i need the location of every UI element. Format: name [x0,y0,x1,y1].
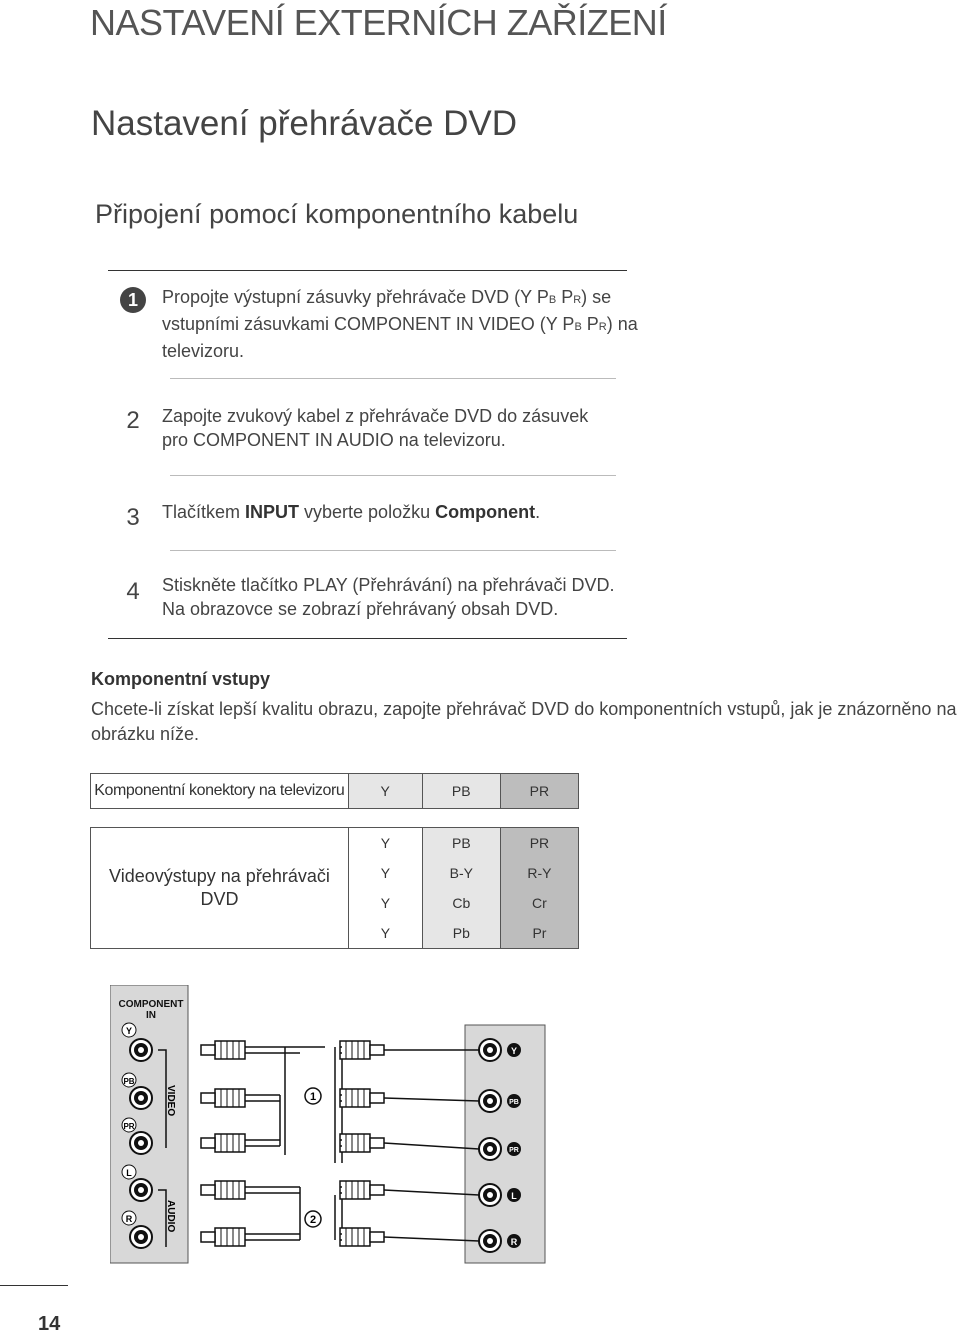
component-inputs-description: Chcete-li získat lepší kvalitu obrazu, zapojte přehrávač DVD do komponentních vstupů, jak je znázorněno na obrázku níže. [91,699,957,744]
table-cell: Cr [500,888,578,918]
jack-label: PB [123,1077,135,1086]
table-cell: PR [500,774,578,809]
table-cell: Cb [422,888,500,918]
panel-title: COMPONENT [118,999,184,1010]
page-header-title: NASTAVENÍ EXTERNÍCH ZAŘÍZENÍ [90,2,667,43]
cable-plug [201,1041,245,1059]
divider-bottom [108,638,627,639]
table-cell: Y [348,774,422,809]
panel-jack [130,1226,152,1248]
cable-plug [340,1228,384,1246]
dvd-jack-label: PB [509,1099,519,1106]
jack-label: PR [123,1122,135,1131]
dvd-outputs-table [90,827,579,949]
cable-wires [245,1047,342,1240]
panel-jack [130,1179,152,1201]
divider-step [170,550,616,551]
cable-plug [201,1134,245,1152]
step-number-3: 3 [126,504,140,531]
panel-jack [130,1087,152,1109]
dvd-panel [465,1025,545,1263]
step-marker-2: 2 [309,1214,317,1226]
dvd-jack-label: PR [509,1147,519,1154]
divider-step [170,378,616,379]
table-cell: Y [348,858,422,888]
step-number-4: 4 [126,578,140,605]
dvd-jack [479,1090,501,1112]
jack-label: R [125,1214,133,1224]
connection-diagram [110,985,550,1270]
jack-label: Y [125,1026,133,1036]
cable-plug [340,1181,384,1199]
table-cell: R-Y [500,858,578,888]
dvd-jack [479,1039,501,1061]
table-cell: PB [422,774,500,809]
subsection-title: Připojení pomocí komponentního kabelu [95,199,579,229]
section-title: Nastavení přehrávače DVD [91,104,518,143]
jack-label: L [126,1168,132,1178]
cable-plug [201,1089,245,1107]
tv-connectors-table [90,773,579,809]
page-number-rule [0,1285,68,1286]
divider-top [108,270,627,271]
dvd-jack [479,1184,501,1206]
cable-plug [201,1181,245,1199]
component-inputs-heading: Komponentní vstupy [91,669,270,689]
cable-plug [340,1041,384,1059]
dvd-jack-label: R [510,1237,518,1247]
table-cell: Y [348,918,422,949]
divider-step [170,475,616,476]
table-cell: Pr [500,918,578,949]
table-cell: PB [422,828,500,859]
panel-jack [130,1132,152,1154]
table-cell: Y [348,888,422,918]
step-number-1: 1 [120,287,146,313]
table-cell: Pb [422,918,500,949]
panel-jack [130,1039,152,1061]
step-1-text: Propojte výstupní zásuvky přehrávače DVD (Y PB PR) se vstupními zásuvkami COMPONENT IN VIDEO (Y PB PR) na televizoru. [162,287,638,361]
audio-label: AUDIO [165,1200,176,1233]
dvd-outputs-label: Videovýstupy na přehrávači DVD [91,828,349,949]
table-cell: Y [348,828,422,859]
video-label: VIDEO [165,1085,176,1117]
dvd-jack [479,1230,501,1252]
step-2-text: Zapojte zvukový kabel z přehrávače DVD do zásuvek pro COMPONENT IN AUDIO na televizoru. [162,406,589,450]
page-number: 14 [38,1313,61,1335]
cable-plug [201,1228,245,1246]
table-cell: B-Y [422,858,500,888]
dvd-jack [479,1138,501,1160]
panel-title: IN [146,1010,156,1021]
step-4-text: Stiskněte tlačítko PLAY (Přehrávání) na přehrávači DVD. Na obrazovce se zobrazí přehrávaný obsah DVD. [162,575,615,619]
dvd-jack-label: Y [510,1046,518,1056]
step-3-text: Tlačítkem INPUT vyberte položku Component. [162,502,541,522]
cable-plug [340,1134,384,1152]
dvd-jack-label: L [511,1191,517,1201]
table-cell: PR [500,828,578,859]
tv-connectors-label: Komponentní konektory na televizoru [91,774,349,809]
step-marker-1: 1 [309,1091,317,1103]
step-number-2: 2 [126,407,140,434]
cable-plug [340,1089,384,1107]
